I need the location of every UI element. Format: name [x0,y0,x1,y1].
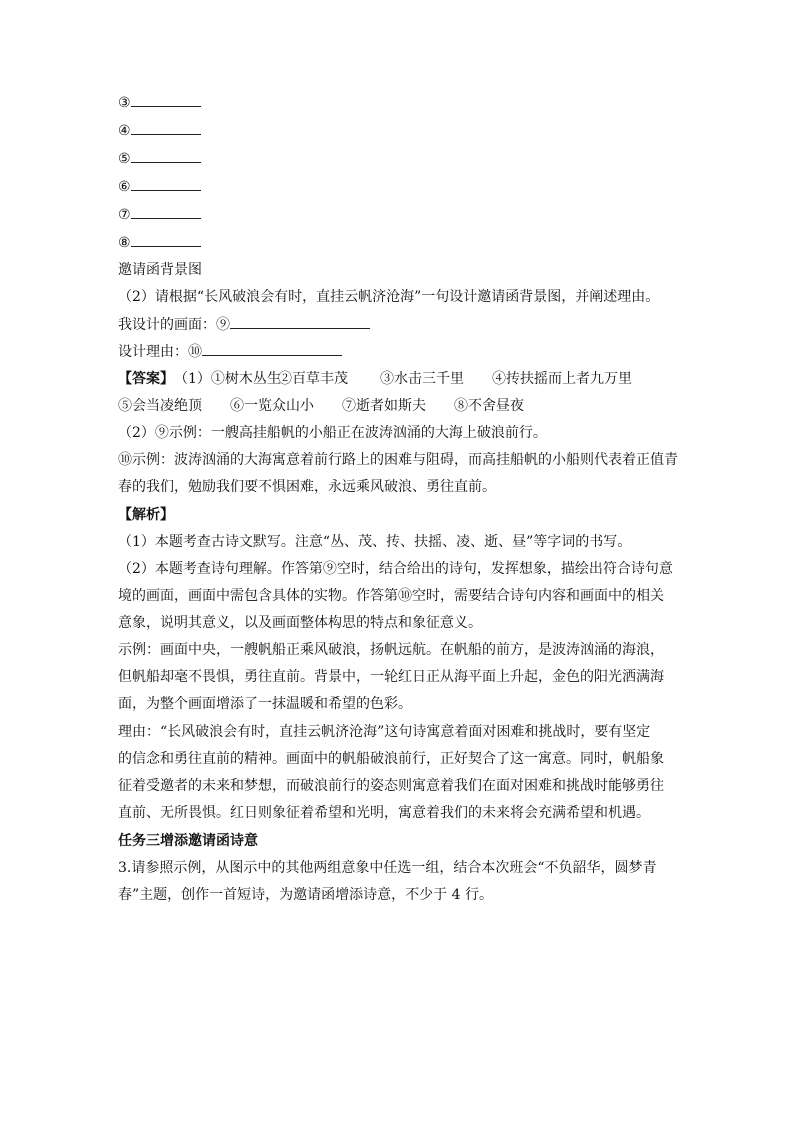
answer-item: ⑤会当凌绝顶 [118,398,202,414]
design-blank[interactable] [230,314,370,329]
section-label: 邀请函背景图 [118,262,202,278]
blank-line-6 [118,176,201,197]
answer-item: ⑦逝者如斯夫 [342,398,426,414]
analysis-1: （1）本题考查古诗文默写。注意“丛、茂、抟、扶摇、凌、逝、昼”等字词的书写。 [118,534,632,550]
blank-line-8 [118,232,201,253]
example-line-3: 面，为整个画面增添了一抹温暖和希望的色彩。 [118,696,412,712]
example-line-1: 示例：画面中央，一艘帆船正乘风破浪，扬帆远航。在帆船的前方，是波涛汹涌的海浪， [118,642,664,658]
reason-blank[interactable] [202,341,342,356]
analysis-2-line-3: 意象，说明其意义，以及画面整体构思的特点和象征意义。 [118,615,482,631]
reason-line-3: 征着受邀者的未来和梦想，而破浪前行的姿态则寓意着我们在面对困难和挑战时能够勇往 [118,778,664,794]
blank-line-5 [118,148,201,169]
analysis-2-line-2: 境的画面，画面中需包含具体的实物。作答第⑩空时，需要结合诗句内容和画面中的相关 [118,588,664,604]
answer-item: ④抟扶摇而上者九万里 [492,371,632,387]
answer-blank[interactable] [131,176,201,191]
blank-number: ⑥ [118,179,131,195]
blank-number: ③ [118,95,131,111]
reason-field [118,341,342,362]
blank-number: ⑧ [118,235,131,251]
question-3-line-1: 3.请参照示例，从图示中的其他两组意象中任选一组，结合本次班会“不负韶华，圆梦青 [118,860,657,876]
blank-number: ⑦ [118,207,131,223]
answer-item: ③水击三千里 [380,371,464,387]
answer-row-1 [118,369,632,389]
answer-item: ②百草丰茂 [278,371,348,387]
answer-blank[interactable] [131,232,201,247]
answer-item: ⑥一览众山小 [230,398,314,414]
answer-10-line-2: 春的我们，勉励我们要不惧困难，永远乘风破浪、勇往直前。 [118,479,496,495]
example-line-2: 但帆船却毫不畏惧，勇往直前。背景中，一轮红日正从海平面上升起，金色的阳光洒满海 [118,669,664,685]
task-3-title: 任务三增添邀请函诗意 [118,833,258,849]
reason-line-4: 直前、无所畏惧。红日则象征着希望和光明，寓意着我们的未来将会充满希望和机遇。 [118,805,650,821]
answer-blank[interactable] [131,120,201,135]
design-label: 我设计的画面：⑨ [118,317,230,333]
analysis-label: 【解析】 [118,507,174,523]
reason-label: 设计理由：⑩ [118,344,202,360]
blank-line-7 [118,204,201,225]
question-2-prompt: （2）请根据“长风破浪会有时，直挂云帆济沧海”一句设计邀请函背景图，并阐述理由。 [118,289,660,305]
blank-line-4 [118,120,201,141]
blank-number: ④ [118,123,131,139]
reason-line-1: 理由：“长风破浪会有时，直挂云帆济沧海”这句诗寓意着面对困难和挑战时，要有坚定 [118,724,651,740]
answer-row-2 [118,396,524,416]
answer-q2: （2）⑨示例：一艘高挂船帆的小船正在波涛汹涌的大海上破浪前行。 [118,425,547,441]
answer-blank[interactable] [131,92,201,107]
answer-10-line-1: ⑩示例：波涛汹涌的大海寓意着前行路上的困难与阻碍，而高挂船帆的小船则代表着正值青 [118,452,678,468]
reason-line-2: 的信念和勇往直前的精神。画面中的帆船破浪前行，正好契合了这一寓意。同时，帆船象 [118,751,664,767]
question-3-line-2: 春”主题，创作一首短诗，为邀请函增添诗意，不少于 4 行。 [118,887,493,903]
answer-blank[interactable] [131,204,201,219]
answer-blank[interactable] [131,148,201,163]
blank-line-3 [118,92,201,113]
analysis-2-line-1: （2）本题考查诗句理解。作答第⑨空时，结合给出的诗句，发挥想象，描绘出符合诗句意 [118,561,673,577]
answer-item: ⑧不舍昼夜 [454,398,524,414]
design-field [118,314,370,335]
answer-label: 【答案】 [118,371,174,387]
answer-item: （1）①树木丛生 [174,371,281,387]
blank-number: ⑤ [118,151,131,167]
